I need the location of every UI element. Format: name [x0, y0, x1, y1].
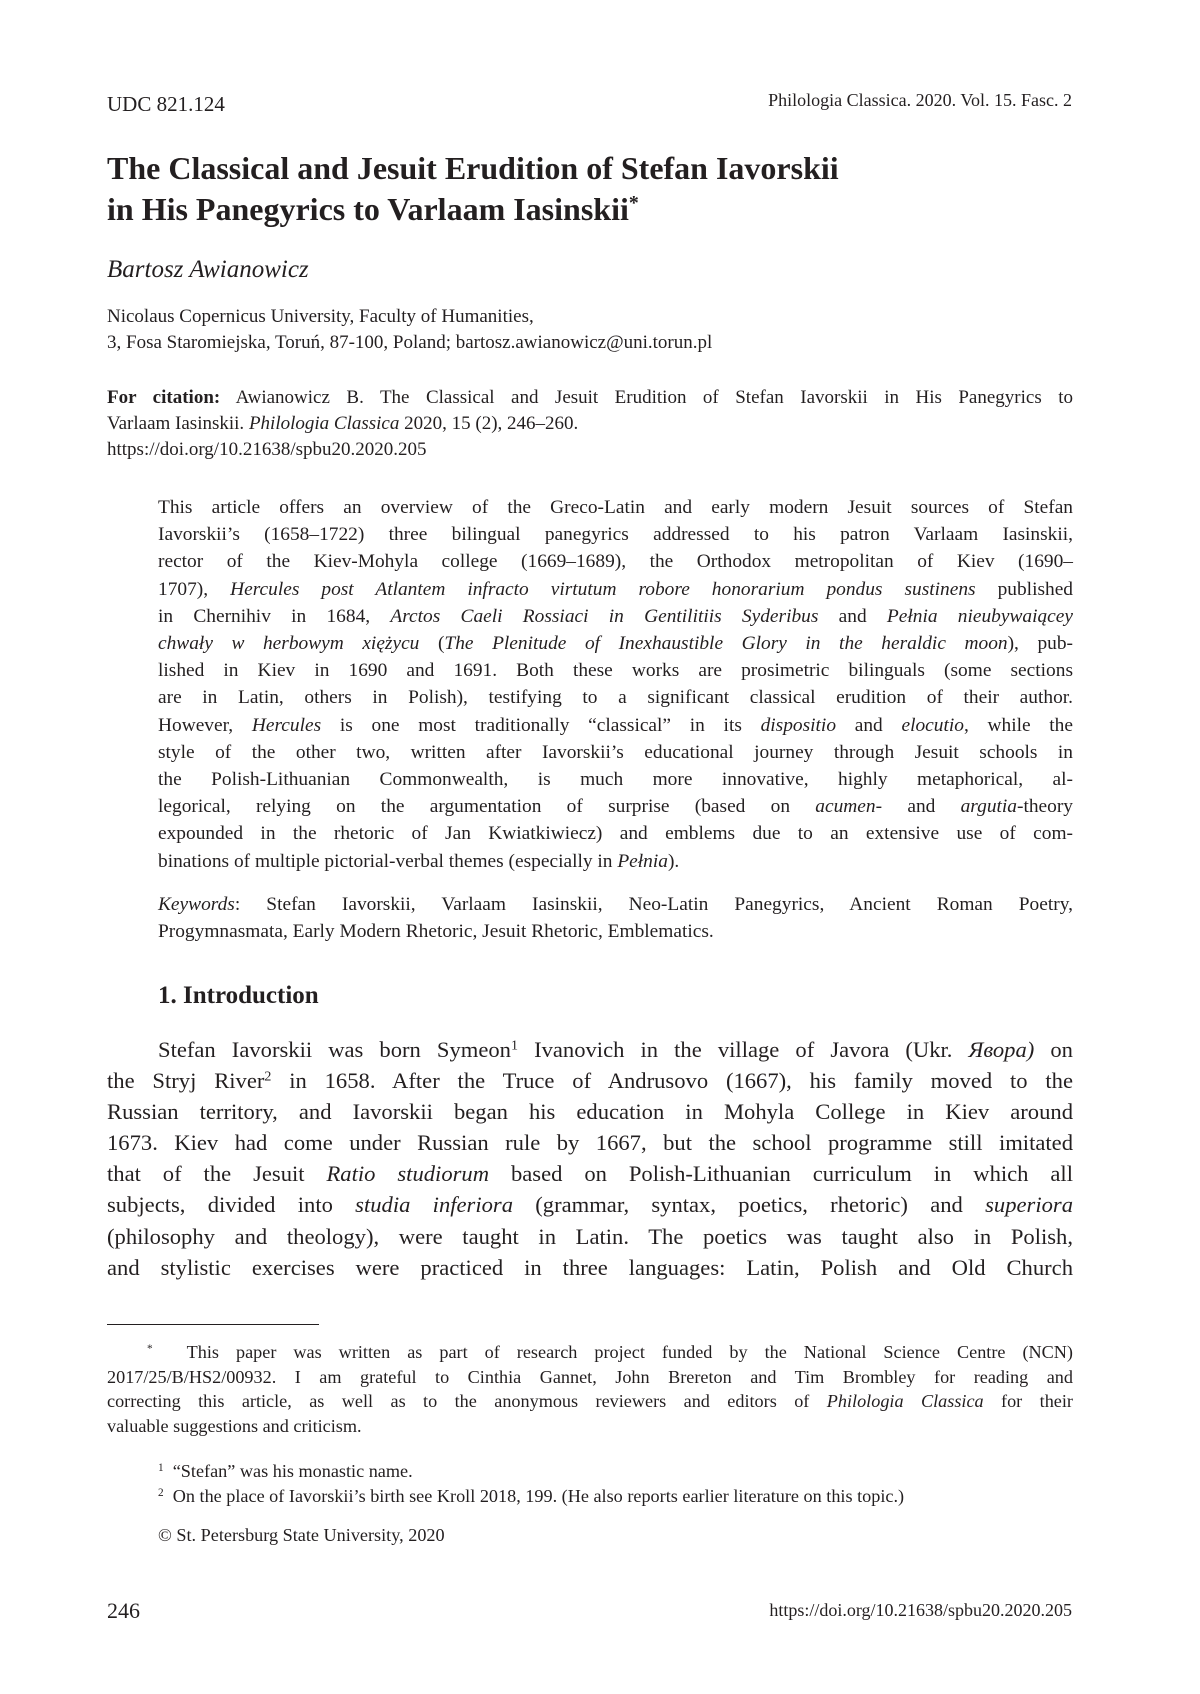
footnote-1: [107, 1459, 1073, 1484]
footnote-2-mark: 2: [158, 1486, 164, 1499]
abstract-line: This article offers an overview of the Greco-Latin and early modern Jesuit sources of Stefan: [158, 497, 1073, 518]
title-line-1: The Classical and Jesuit Erudition of Stefan Iavorskii: [107, 150, 839, 186]
footnote-ref-2[interactable]: 2: [264, 1069, 272, 1085]
copyright-notice: © St. Petersburg State University, 2020: [158, 1525, 445, 1545]
abstract-line: 1707), Hercules post Atlantem infracto virtutum robore honorarium pondus sustinens published: [158, 578, 1073, 600]
affiliation-line-2: 3, Fosa Staromiejska, Toruń, 87-100, Poland; bartosz.awianowicz@uni.torun.pl: [107, 332, 713, 353]
abstract-line: However, Hercules is one most traditionally “classical” in its dispositio and elocutio, while the: [158, 714, 1073, 736]
footnote-line: valuable suggestions and criticism.: [107, 1415, 362, 1436]
page-number: 246: [107, 1598, 140, 1623]
footnote-line: correcting this article, as well as to the anonymous reviewers and editors of Philologia Classica for their: [107, 1391, 1073, 1411]
udc-code: UDC 821.124: [107, 92, 225, 116]
section-heading: 1. Introduction: [158, 982, 319, 1009]
author-affiliation: [107, 304, 712, 356]
abstract-line: expounded in the rhetoric of Jan Kwiatkiwiecz) and emblems due to an extensive use of com-: [158, 823, 1073, 845]
abstract-line: legorical, relying on the argumentation of surprise (based on acumen- and argutia-theory: [158, 796, 1073, 818]
abstract-line: Iavorskii’s (1658–1722) three bilingual panegyrics addressed to his patron Varlaam Iasinskii,: [158, 524, 1073, 546]
title-line-2: in His Panegyrics to Varlaam Iasinskii*: [107, 191, 639, 227]
footer-doi-link[interactable]: https://doi.org/10.21638/spbu20.2020.205: [769, 1600, 1072, 1620]
keywords-line: Progymnasmata, Early Modern Rhetoric, Jesuit Rhetoric, Emblematics.: [158, 921, 714, 943]
abstract-line: style of the other two, written after Iavorskii’s educational journey through Jesuit schools in: [158, 741, 1073, 763]
body-text: [107, 1034, 1073, 1283]
keywords-line: Keywords: Stefan Iavorskii, Varlaam Iasinskii, Neo-Latin Panegyrics, Ancient Roman Poetry,: [158, 894, 1073, 915]
body-line: Stefan Iavorskii was born Symeon$^1$ Ivanovich in the village of Javora (Ukr. Явора) on: [158, 1037, 1073, 1062]
footnote-line: $^2$ On the place of Iavorskii’s birth see Kroll 2018, 199. (He also reports earlier literature on this topic.): [158, 1486, 905, 1506]
citation-line-2: Varlaam Iasinskii. Philologia Classica 2020, 15 (2), 246–260.: [107, 413, 579, 434]
keywords: [158, 891, 1073, 945]
footnote-divider: [107, 1324, 319, 1325]
body-line: the Stryj River$^2$ in 1658. After the Truce of Andrusovo (1667), his family moved to the: [107, 1068, 1073, 1094]
affiliation-line-1: Nicolaus Copernicus University, Faculty of Humanities,: [107, 306, 534, 327]
abstract-line: lished in Kiev in 1690 and 1691. Both these works are prosimetric bilinguals (some sections: [158, 660, 1073, 682]
author-name: Bartosz Awianowicz: [107, 256, 309, 283]
body-line: that of the Jesuit Ratio studiorum based on Polish-Lithuanian curriculum in which all: [107, 1161, 1073, 1187]
citation-doi-link[interactable]: https://doi.org/10.21638/spbu20.2020.205: [107, 439, 427, 460]
journal-header: Philologia Classica. 2020. Vol. 15. Fasc. 2: [768, 90, 1072, 110]
abstract-line: binations of multiple pictorial-verbal themes (especially in Pełnia).: [158, 850, 680, 872]
abstract-line: are in Latin, others in Polish), testifying to a significant classical erudition of their author.: [158, 687, 1073, 709]
footnote-star-mark: *: [147, 1342, 153, 1355]
body-line: (philosophy and theology), were taught in Latin. The poetics was taught also in Polish,: [107, 1223, 1073, 1249]
body-line: and stylistic exercises were practiced in three languages: Latin, Polish and Old Church: [107, 1254, 1073, 1280]
article-title: [107, 148, 1067, 230]
body-line: Russian territory, and Iavorskii began his education in Mohyla College in Kiev around: [107, 1099, 1073, 1125]
footnote-1-mark: 1: [158, 1461, 164, 1474]
footnote-line: 2017/25/B/HS2/00932. I am grateful to Cinthia Gannet, John Brereton and Tim Brombley for reading and: [107, 1366, 1073, 1387]
citation-line-1: For citation: Awianowicz B. The Classical and Jesuit Erudition of Stefan Iavorskii in His Panegyrics to: [107, 387, 1073, 408]
abstract-line: the Polish-Lithuanian Commonwealth, is much more innovative, highly metaphorical, al-: [158, 769, 1073, 791]
title-footnote-mark[interactable]: *: [628, 192, 639, 215]
footnote-line: $^1$ “Stefan” was his monastic name.: [158, 1461, 413, 1481]
abstract-line: in Chernihiv in 1684, Arctos Caeli Rossiaci in Gentilitiis Syderibus and Pełnia nieubywaiącey: [158, 605, 1073, 627]
abstract-line: rector of the Kiev-Mohyla college (1669–1689), the Orthodox metropolitan of Kiev (1690–: [158, 551, 1073, 573]
footnote-ref-1[interactable]: 1: [510, 1038, 518, 1054]
body-line: subjects, divided into studia inferiora (grammar, syntax, poetics, rhetoric) and superiora: [107, 1192, 1073, 1218]
footnote-star: [107, 1340, 1073, 1438]
body-line: 1673. Kiev had come under Russian rule by 1667, but the school programme still imitated: [107, 1130, 1073, 1156]
citation-label: For citation:: [107, 387, 221, 408]
abstract-line: chwały w herbowym xiężycu (The Plenitude of Inexhaustible Glory in the heraldic moon), pub-: [158, 633, 1074, 655]
footnote-2: [107, 1484, 1073, 1509]
abstract: [158, 494, 1073, 875]
citation-block: [107, 385, 1073, 463]
keywords-label: Keywords: [158, 894, 235, 915]
footnote-line: * This paper was written as part of research project funded by the National Science Centre (NCN): [147, 1342, 1073, 1362]
